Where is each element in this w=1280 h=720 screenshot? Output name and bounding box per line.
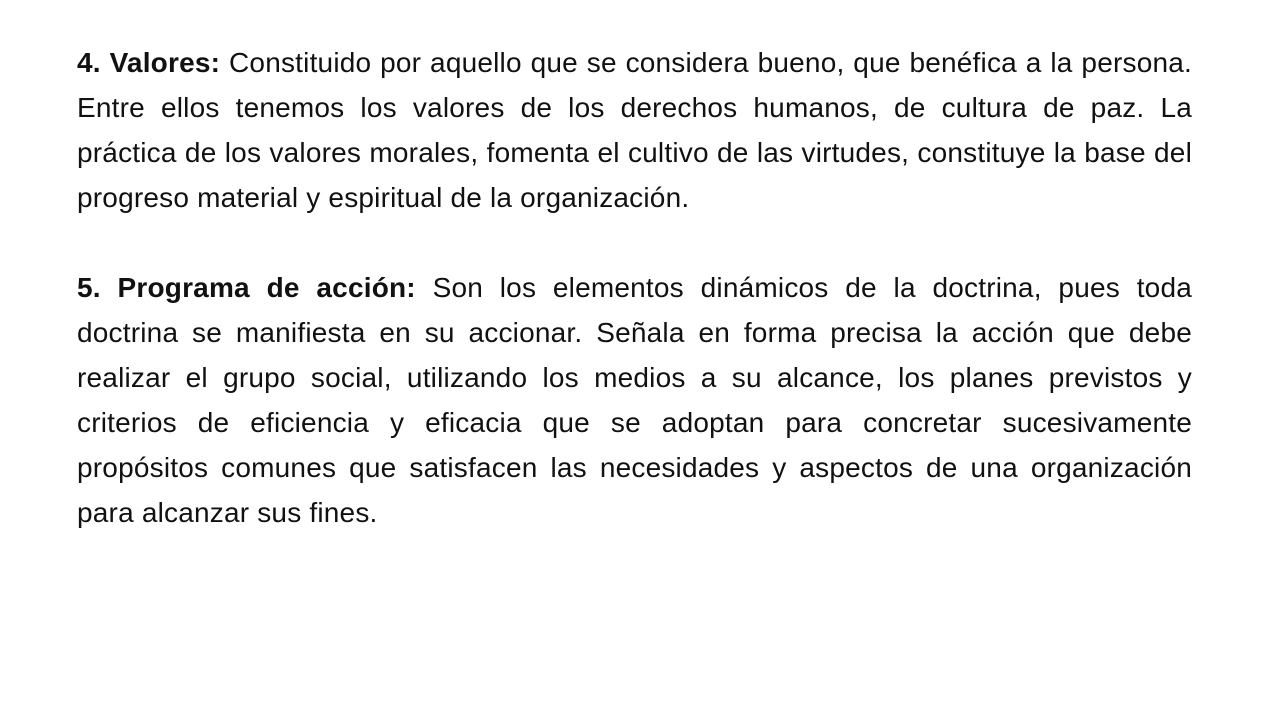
slide-body bbox=[77, 40, 1192, 535]
term-programa-de-accion: 5. Programa de acción: bbox=[77, 272, 416, 303]
text-valores: Constituido por aquello que se considera bueno, que benéfica a la persona. Entre ellos tenemos los valores de los derechos humanos, de cultura de paz. La práctica de los valores morales, fomenta el cultivo de las virtudes, constituye la base del progreso material y espiritual de la organización. bbox=[77, 47, 1192, 213]
text-programa-de-accion: Son los elementos dinámicos de la doctrina, pues toda doctrina se manifiesta en su accionar. Señala en forma precisa la acción que debe realizar el grupo social, utilizando los medios a su alcance, los planes previstos y criterios de eficiencia y eficacia que se adoptan para concretar sucesivamente propósitos comunes que satisfacen las necesidades y aspectos de una organización para alcanzar sus fines. bbox=[77, 272, 1192, 528]
paragraph-programa-de-accion bbox=[77, 265, 1192, 535]
term-valores: 4. Valores: bbox=[77, 47, 221, 78]
paragraph-valores bbox=[77, 40, 1192, 220]
